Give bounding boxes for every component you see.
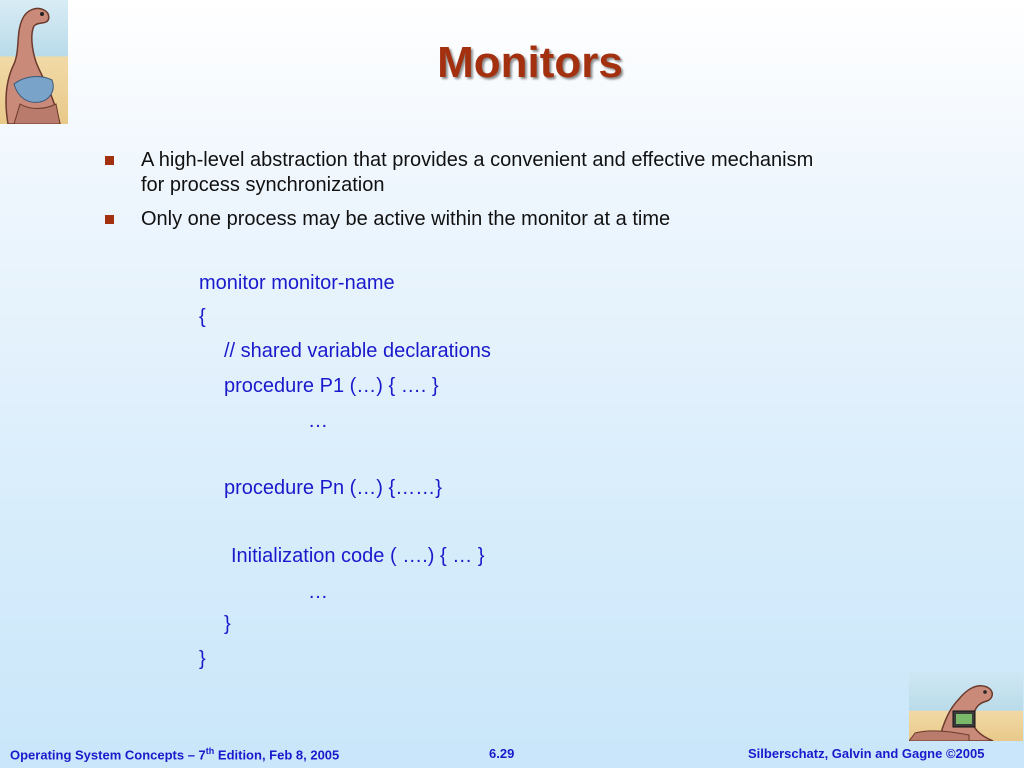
code-line: }: [199, 648, 206, 670]
dinosaur-laptop-icon: [909, 673, 1023, 741]
bullet-text: A high-level abstraction that provides a convenient and effective mechanism for process synchronization: [141, 149, 814, 196]
dinosaur-logo-bottom: [909, 673, 1023, 741]
code-line: …: [308, 410, 328, 432]
bullet-item: [105, 207, 825, 232]
slide-title: Monitors: [437, 38, 623, 87]
code-line: }: [224, 613, 231, 635]
footer-edition-superscript: th: [205, 746, 215, 756]
code-line: procedure P1 (…) { …. }: [224, 375, 439, 397]
code-line: procedure Pn (…) {……}: [224, 477, 442, 499]
code-line: {: [199, 306, 206, 328]
square-bullet-icon: [105, 215, 114, 224]
square-bullet-icon: [105, 156, 114, 165]
bullet-item: [105, 148, 825, 198]
footer-book-title-text: Operating System Concepts – 7: [10, 747, 206, 763]
footer-edition-date: Edition, Feb 8, 2005: [214, 747, 340, 763]
code-line: monitor monitor-name: [199, 272, 395, 294]
code-line: …: [308, 581, 328, 603]
code-line: // shared variable declarations: [224, 340, 491, 362]
footer-copyright: Silberschatz, Galvin and Gagne ©2005: [748, 746, 985, 761]
code-line: Initialization code ( ….) { … }: [231, 545, 485, 567]
footer-book-title: [10, 746, 339, 762]
footer-page-number: 6.29: [489, 746, 515, 761]
bullet-text: Only one process may be active within the monitor at a time: [141, 208, 671, 230]
bullet-list: [105, 148, 825, 241]
